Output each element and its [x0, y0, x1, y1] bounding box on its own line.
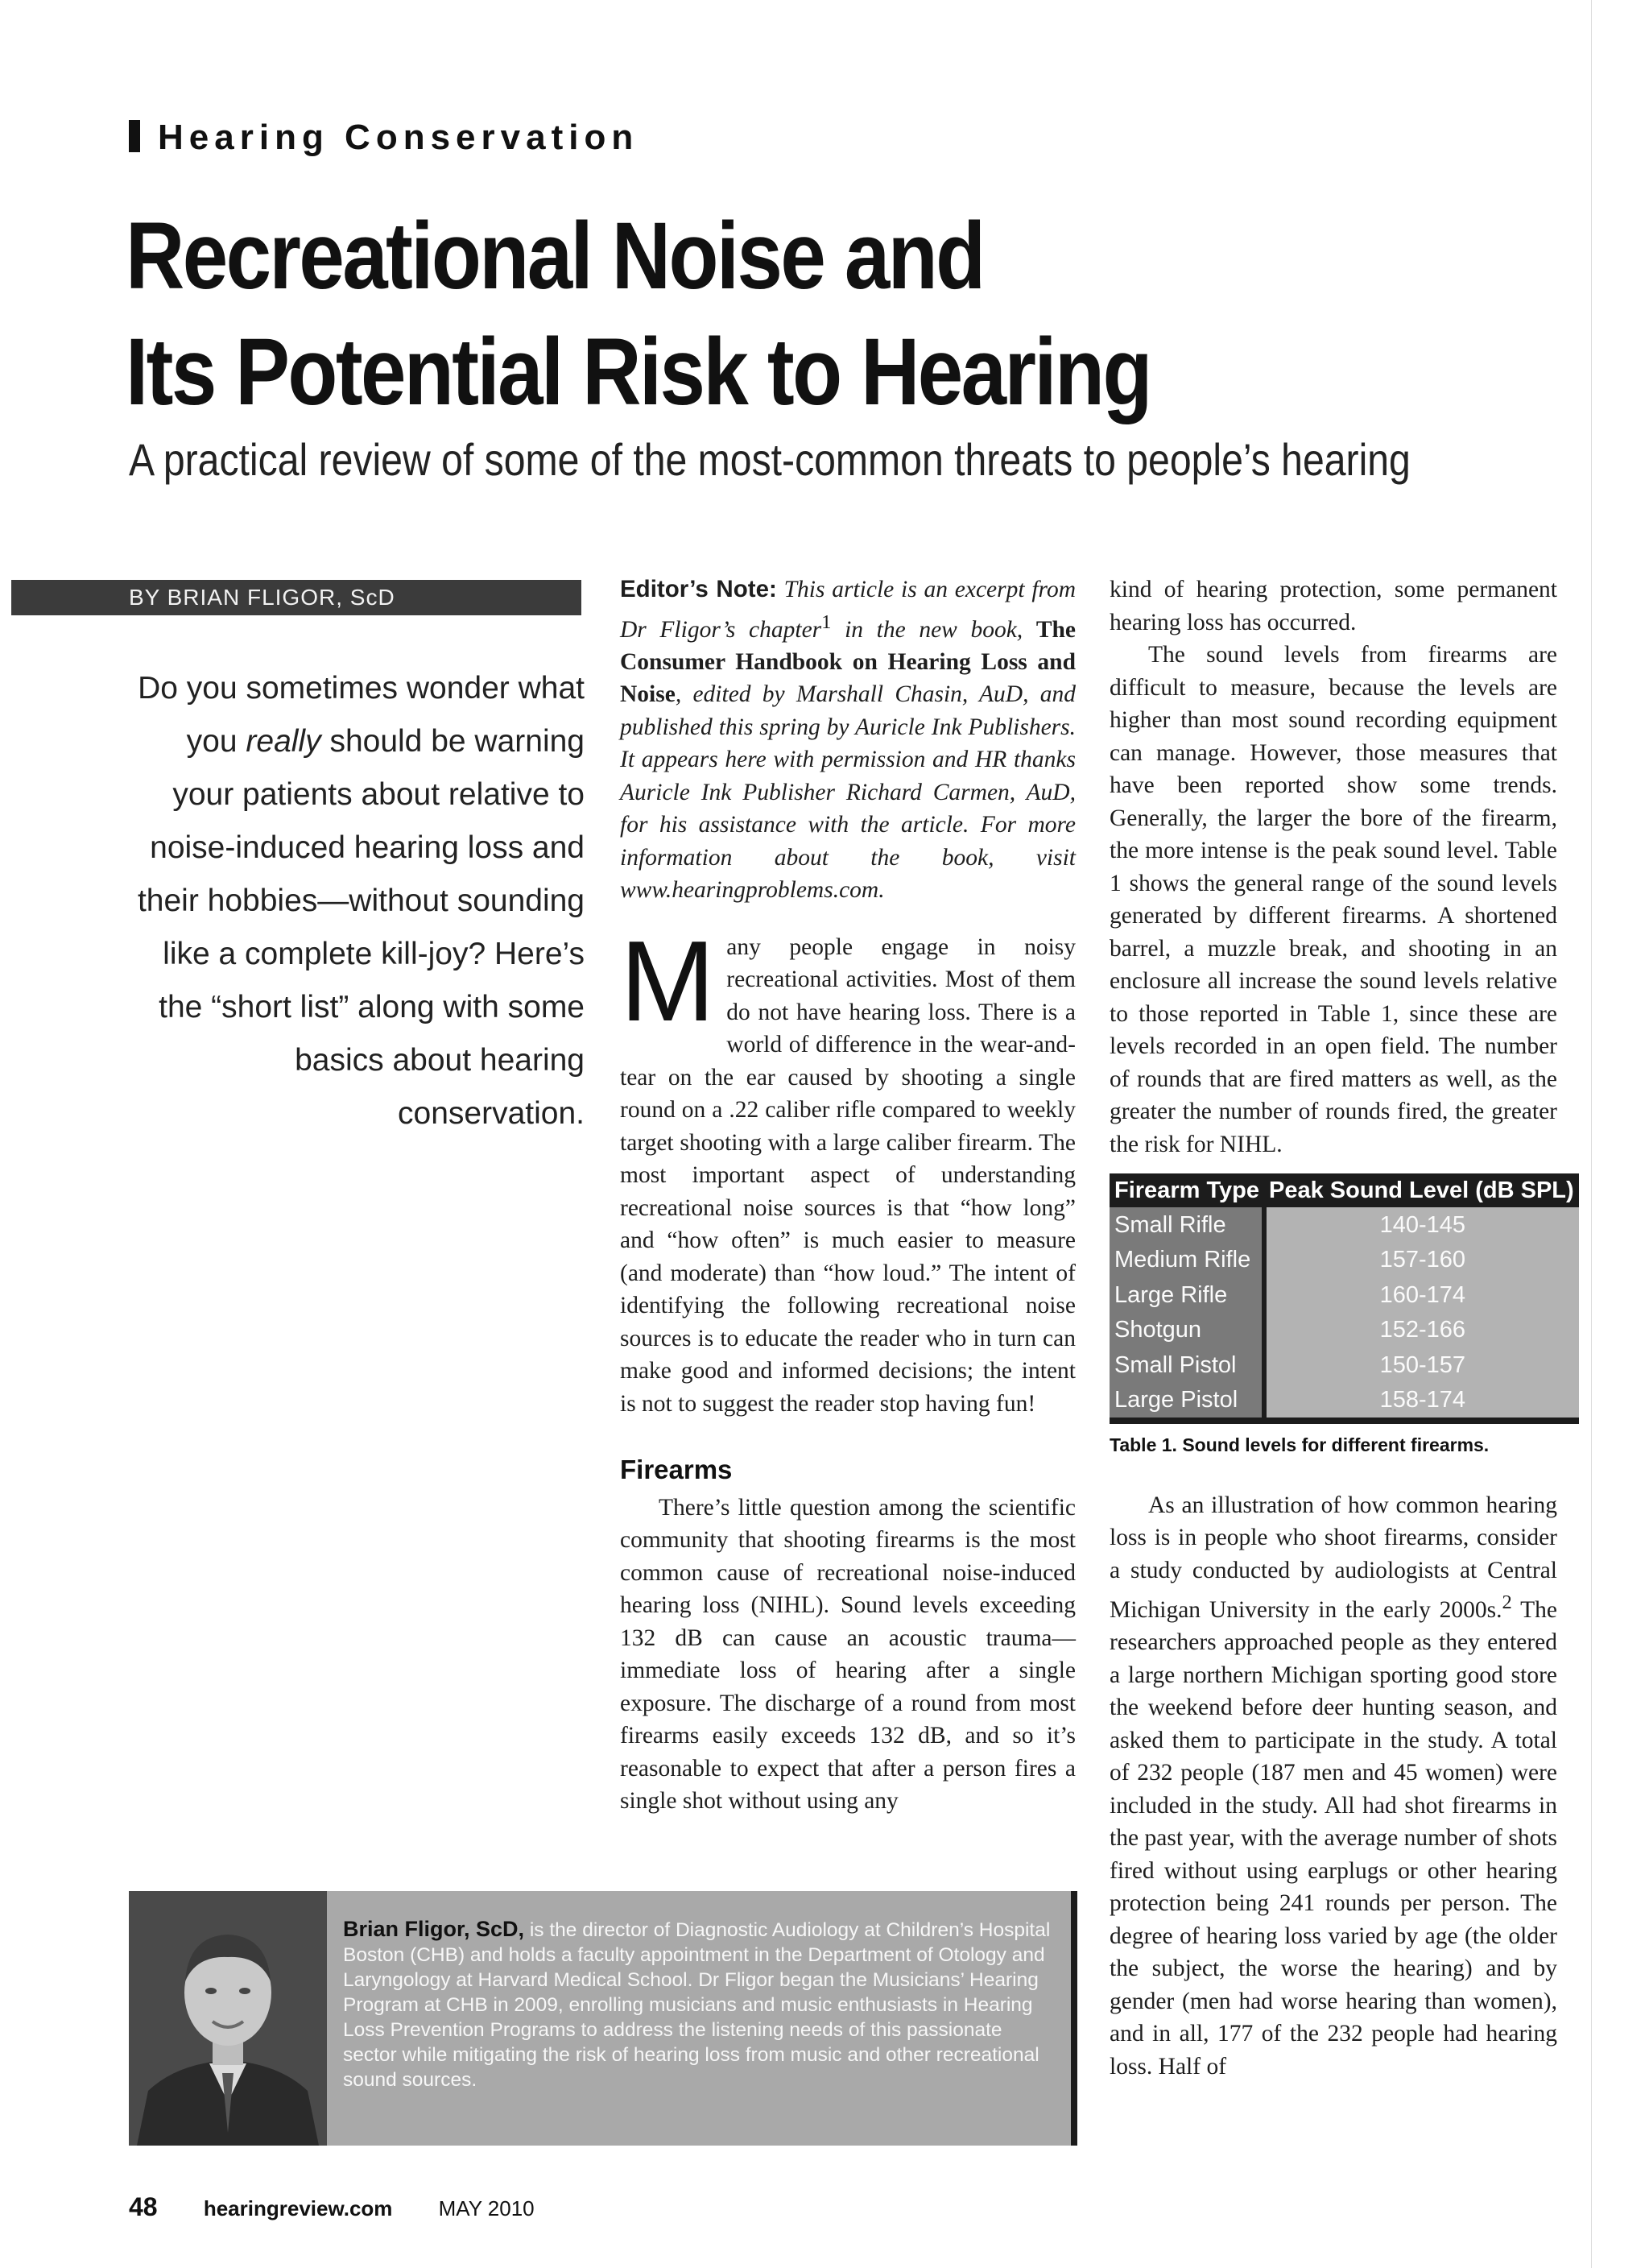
section-marker-bar: [129, 120, 140, 152]
table-cell-type: Large Rifle: [1110, 1277, 1264, 1313]
table-header-level: Peak Sound Level (dB SPL): [1264, 1173, 1579, 1207]
page-edge-rule: [1591, 0, 1592, 2268]
study-text-b: The researchers approached people as they entered a large northern Michigan sporting good store the weekend before deer hunting season, and asked them to participate in the study. A total of 232 people (187 men and 45 women) were included in the study. All had shot firearms in the past year, with the average number of shots fired without using earplugs or other hearing protection being 241 rounds per person. The degree of hearing loss varied by age (the older the subject, the worse the hearing) and by gender (men had worse hearing than women), and in all, 177 of the 232 people had hearing loss. Half of: [1110, 1596, 1557, 2080]
study-text-a: As an illustration of how common hearing loss is in people who shoot firearms, consider a study conducted by audiologists at Central Michigan University in the early 2000s.: [1110, 1492, 1557, 1623]
continued-paragraph: kind of hearing protection, some permanent hearing loss has occurred.: [1110, 577, 1557, 635]
footer-site: hearingreview.com: [203, 2196, 393, 2220]
intro-paragraph: [620, 917, 1076, 1421]
page-footer: [129, 2192, 575, 2222]
table-row: [1110, 1313, 1579, 1348]
page-number: 48: [129, 2192, 158, 2221]
table-cell-level: 150-157: [1264, 1347, 1579, 1383]
section-heading-firearms: Firearms: [620, 1455, 733, 1485]
author-bio-name: Brian Fligor, ScD,: [343, 1917, 525, 1941]
article-column-middle: [620, 573, 1076, 1818]
editors-note-text-b: in the new book,: [845, 616, 1023, 643]
pull-quote-emphasis: really: [246, 724, 321, 759]
firearm-levels-paragraph: The sound levels from firearms are difficult to measure, because the levels are higher than most sound recording equipment can manage. However, those measures that have been reported show some trends. Generally, the larger the bore of the firearm, the more intense is the peak sound level. Table 1 shows the general range of the sound levels generated by different firearms. A shortened barrel, a muzzle break, and shooting in an enclosure all increase the sound levels relative to those reported in Table 1, since these are levels recorded in an open field. The number of rounds that are fired matters as well, as the greater the number of rounds fired, the greater the risk for NIHL.: [1110, 642, 1557, 1157]
table-cell-type: Large Pistol: [1110, 1383, 1264, 1422]
table-cell-level: 158-174: [1264, 1383, 1579, 1422]
table-header-row: [1110, 1173, 1579, 1207]
footer-date: MAY 2010: [438, 2196, 535, 2220]
pull-quote-text-before: Do you sometimes wonder what you: [138, 671, 585, 759]
table-row: [1110, 1243, 1579, 1278]
table-cell-type: Medium Rifle: [1110, 1243, 1264, 1278]
pull-quote: [129, 662, 585, 1140]
editors-note-footnote-ref: 1: [821, 610, 832, 633]
table-cell-type: Shotgun: [1110, 1313, 1264, 1348]
table-row: [1110, 1383, 1579, 1422]
author-bio-description: is the director of Diagnostic Audiology at Children’s Hospital Boston (CHB) and holds a faculty appointment in the Department of Otology and Laryngology at Harvard Medical School. Dr Fligor began the Musicians’ Hearing Program at CHB in 2009, enrolling musicians and music enthusiasts in Hearing Loss Prevention Programs to address the listening needs of this passionate sector while mitigating the risk of hearing loss from music and other recreational sound sources.: [343, 1919, 1051, 2091]
table-row: [1110, 1277, 1579, 1313]
study-footnote-ref: 2: [1502, 1591, 1512, 1613]
editors-note-text-a: This article is an excerpt from Dr Fligor’s chapter: [620, 577, 1076, 643]
editors-note-label: Editor’s Note:: [620, 576, 777, 602]
author-bio-text: [343, 1917, 1052, 2092]
headline-line-2: Its Potential Risk to Hearing: [126, 319, 1151, 425]
editors-note: [620, 573, 1076, 907]
table-cell-level: 152-166: [1264, 1313, 1579, 1348]
firearm-sound-table: [1110, 1173, 1579, 1424]
table-row: [1110, 1207, 1579, 1243]
subhead: A practical review of some of the most-common threats to people’s hearing: [129, 434, 1411, 485]
table-cell-level: 140-145: [1264, 1207, 1579, 1243]
article-column-right: [1110, 573, 1574, 2083]
table-caption-text: Sound levels for different firearms.: [1182, 1434, 1490, 1455]
firearms-paragraph: There’s little question among the scientific community that shooting firearms is the most common cause of recreational noise-induced hearing loss (NIHL). Sound levels exceeding 132 dB can cause an acoustic trauma—immediate loss of hearing after a single exposure. The discharge of a round from most firearms easily exceeds 132 dB, and so it’s reasonable to expect that after a person fires a single shot without using any: [620, 1494, 1076, 1815]
table-cell-type: Small Rifle: [1110, 1207, 1264, 1243]
table-header-type: Firearm Type: [1110, 1173, 1264, 1207]
table-caption: [1110, 1429, 1557, 1462]
book-title: The Consumer Handbook on Hearing Loss and Noise: [620, 616, 1077, 708]
headline: [126, 198, 1303, 430]
drop-cap: M: [620, 917, 716, 1045]
table-row: [1110, 1347, 1579, 1383]
section-tag-label: Hearing Conservation: [158, 118, 639, 157]
table-cell-type: Small Pistol: [1110, 1347, 1264, 1383]
headline-line-1: Recreational Noise and: [126, 203, 984, 309]
table-caption-label: Table 1.: [1110, 1434, 1177, 1455]
byline: BY BRIAN FLIGOR, ScD: [11, 580, 581, 615]
table-cell-level: 160-174: [1264, 1277, 1579, 1313]
section-tag: [129, 118, 639, 158]
study-paragraph: [1110, 1489, 1557, 2084]
author-portrait-image: [129, 1891, 327, 2146]
table-cell-level: 157-160: [1264, 1243, 1579, 1278]
author-photo: [129, 1891, 327, 2146]
author-bio-box: [129, 1891, 1077, 2146]
intro-text: any people engage in noisy recreational activities. Most of them do not have hearing loss. There is a world of difference in the wear-and-tear on the ear caused by shooting a single round on a .22 caliber rifle compared to weekly target shooting with a large caliber firearm. The most important aspect of understanding recreational noise sources is that “how long” and “how often” is much easier to measure (and moderate) than “how loud.” The intent of identifying the following recreational noise sources is to educate the reader who in turn can make good and informed decisions; the intent is not to suggest the reader stop having fun!: [620, 933, 1076, 1417]
editors-note-text-c: , edited by Marshall Chasin, AuD, and published this spring by Auricle Ink Publishers. It appears here with permission and HR thanks Auricle Ink Publisher Richard Carmen, AuD, for his assistance with the article. For more information about the book, visit www.hearingproblems.com.: [620, 681, 1076, 904]
pull-quote-text-after: should be warning your patients about relative to noise-induced hearing loss and their hobbies—without sounding like a complete kill-joy? Here’s the “short list” along with some basics about hearing conservation.: [137, 724, 585, 1131]
